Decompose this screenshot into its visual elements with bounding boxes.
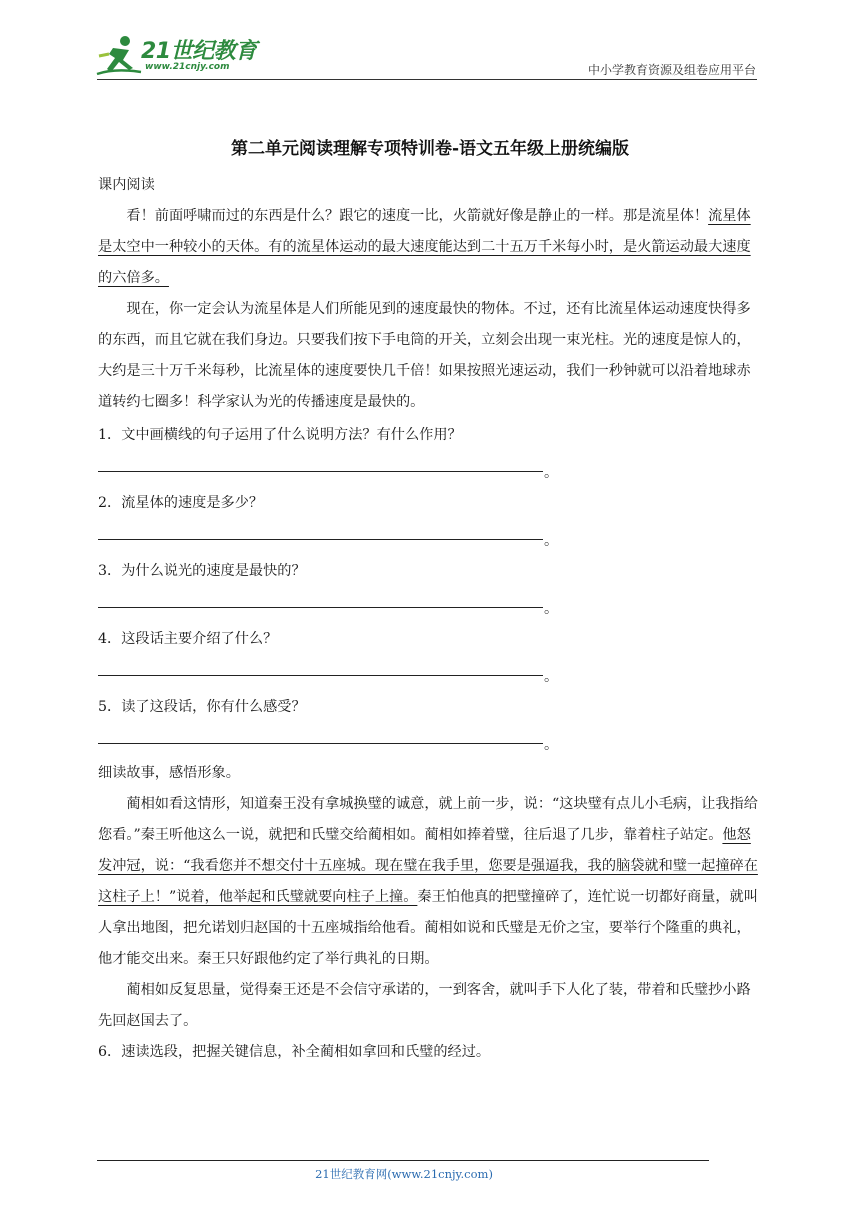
page-title: 第二单元阅读理解专项特训卷-语文五年级上册统编版 — [230, 139, 630, 159]
footer-divider — [97, 1160, 709, 1161]
answer-period: 。 — [544, 737, 559, 753]
passage-text: 秦王怕他真的把璧撞碎了，连忙说一切都好商量，就叫人拿出地图，把允诺划归赵国的十五座城指给他看。蔺相如说和氏璧是无价之宝，要举行个隆重的典礼，他才能交出来。秦王只好跟他约定了举行典礼的日期。 — [98, 889, 758, 967]
question-4: 4．这段话主要介绍了什么？ — [98, 631, 278, 647]
section-heading: 细读故事，感悟形象。 — [98, 765, 240, 781]
answer-line-1[interactable] — [98, 452, 762, 486]
passage-paragraph — [98, 201, 762, 294]
question-5: 5．读了这段话，你有什么感受？ — [98, 699, 306, 715]
passage-paragraph: 蔺相如反复思量，觉得秦王还是不会信守承诺的，一到客舍，就叫手下人化了装，带着和氏璧抄小路先回赵国去了。 — [98, 982, 751, 1029]
answer-underline — [98, 675, 543, 676]
underlined-sentence: 流星体是太空中一种较小的天体。有的流星体运动的最大速度能达到二十五万千米每小时，是火箭运动最大速度的六倍多。 — [98, 208, 751, 286]
underlined-sentence: 他怒发冲冠，说：“我看您并不想交付十五座城。现在璧在我手里，您要是强逼我，我的脑袋就和璧一起撞碎在这柱子上！”说着，他举起和氏璧就要向柱子上撞。 — [98, 827, 758, 905]
question-2: 2．流星体的速度是多少？ — [98, 495, 264, 511]
question-3: 3．为什么说光的速度是最快的？ — [98, 563, 306, 579]
question-6: 6．速读选段，把握关键信息，补全蔺相如拿回和氏璧的经过。 — [98, 1044, 491, 1060]
answer-underline — [98, 539, 543, 540]
platform-label: 中小学教育资源及组卷应用平台 — [587, 63, 756, 77]
answer-line-4[interactable] — [98, 656, 762, 690]
passage-paragraph — [98, 789, 762, 975]
answer-line-5[interactable] — [98, 724, 762, 758]
logo-title: 21世纪教育 — [141, 39, 257, 64]
answer-underline — [98, 743, 543, 744]
logo — [95, 34, 265, 78]
footer-link[interactable]: 21世纪教育网(www.21cnjy.com) — [315, 1167, 493, 1181]
passage-text: 看！前面呼啸而过的东西是什么？跟它的速度一比，火箭就好像是静止的一样。那是流星体！ — [126, 208, 709, 224]
answer-underline — [98, 471, 543, 472]
section-heading: 课内阅读 — [98, 177, 155, 193]
answer-period: 。 — [544, 533, 559, 549]
answer-line-3[interactable] — [98, 588, 762, 622]
passage-text: 蔺相如看这情形，知道秦王没有拿城换璧的诚意，就上前一步，说：“这块璧有点儿小毛病，让我指给您看。”秦王听他这么一说，就把和氏璧交给蔺相如。蔺相如捧着璧，往后退了几步，靠着柱子站定。 — [98, 796, 758, 843]
passage-paragraph: 现在，你一定会认为流星体是人们所能见到的速度最快的物体。不过，还有比流星体运动速度快得多的东西，而且它就在我们身边。只要我们按下手电筒的开关，立刻会出现一束光柱。光的速度是惊人的，大约是三十万千米每秒，比流星体的速度要快几千倍！如果按照光速运动，我们一秒钟就可以沿着地球赤道转约七圈多！科学家认为光的传播速度是最快的。 — [98, 301, 751, 410]
question-1: 1．文中画横线的句子运用了什么说明方法？有什么作用？ — [98, 427, 462, 443]
document-body — [98, 170, 762, 1068]
runner-logo-icon — [95, 34, 143, 78]
answer-underline — [98, 607, 543, 608]
answer-line-2[interactable] — [98, 520, 762, 554]
answer-period: 。 — [544, 601, 559, 617]
logo-url: www.21cnjy.com — [145, 62, 230, 72]
answer-period: 。 — [544, 669, 559, 685]
answer-period: 。 — [544, 465, 559, 481]
page-header — [0, 0, 860, 90]
header-divider — [97, 79, 757, 80]
